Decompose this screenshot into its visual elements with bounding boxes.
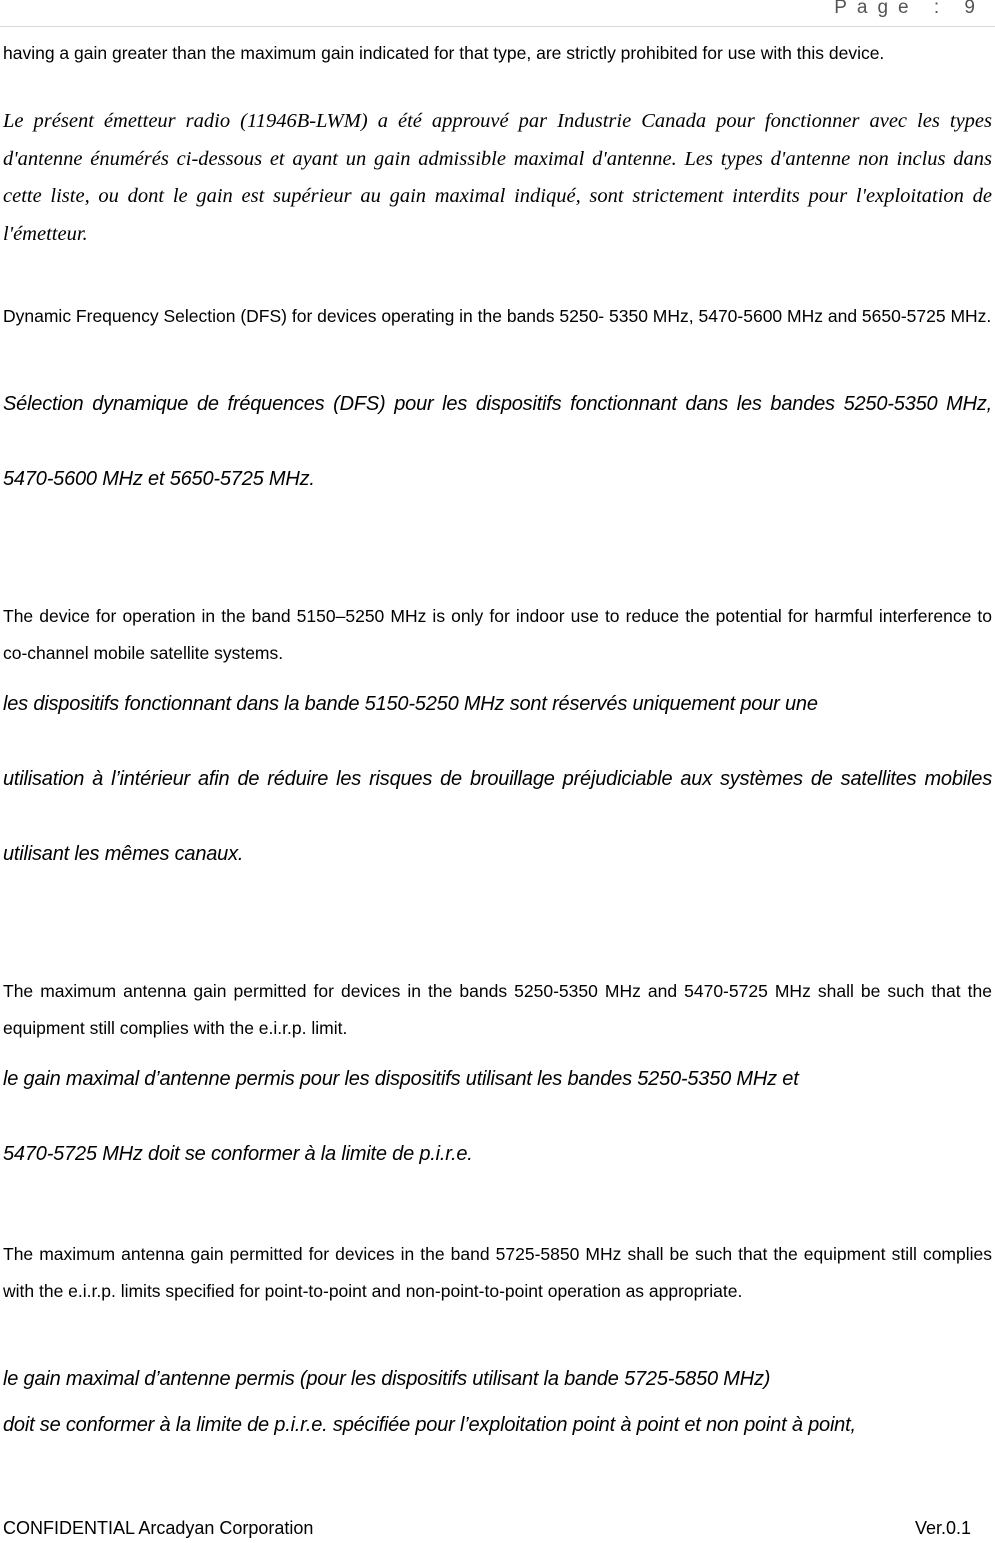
footer-company: CONFIDENTIAL Arcadyan Corporation — [3, 1518, 314, 1538]
paragraph-max-gain-5250-fr-line2: 5470-5725 MHz doit se conformer à la limite de p.i.r.e. — [3, 1143, 473, 1165]
paragraph-max-gain-5725-fr-line2: doit se conformer à la limite de p.i.r.e. spécifiée pour l’exploitation point à point et non point à point, — [3, 1414, 856, 1436]
paragraph-dfs-en: Dynamic Frequency Selection (DFS) for devices operating in the bands 5250- 5350 MHz, 5470-5600 MHz and 5650-5725 MHz. — [3, 306, 992, 326]
paragraph-max-gain-5250-fr-line1: le gain maximal d’antenne permis pour les dispositifs utilisant les bandes 5250-5350 MHz et — [3, 1068, 799, 1090]
paragraph-antenna-gain-en: having a gain greater than the maximum gain indicated for that type, are strictly prohibited for use with this device. — [3, 43, 885, 63]
paragraph-indoor-fr-line2: utilisation à l’intérieur afin de réduire les risques de brouillage préjudiciable aux systèmes de satellites mobiles utilisant les mêmes canaux. — [3, 768, 992, 865]
paragraph-antenna-gain-fr: Le présent émetteur radio (11946B-LWM) a été approuvé par Industrie Canada pour fonctionner avec les types d'antenne énumérés ci-dessous et ayant un gain admissible maximal d'antenne. Les types d'antenne non inclus dans cette liste, ou dont le gain est supérieur au gain maximal indiqué, sont strictement interdits pour l'exploitation de l'émetteur. — [3, 110, 992, 245]
page-number: Page : 9 — [834, 0, 985, 18]
paragraph-max-gain-5250-en: The maximum antenna gain permitted for devices in the bands 5250-5350 MHz and 5470-5725 MHz shall be such that the equipment still complies with the e.i.r.p. limit. — [3, 981, 992, 1038]
page-header — [0, 0, 995, 27]
paragraph-indoor-fr-line1: les dispositifs fonctionnant dans la bande 5150-5250 MHz sont réservés uniquement pour une — [3, 693, 818, 715]
paragraph-max-gain-5725-fr-line1: le gain maximal d’antenne permis (pour les dispositifs utilisant la bande 5725-5850 MHz) — [3, 1368, 771, 1390]
paragraph-dfs-fr: Sélection dynamique de fréquences (DFS) pour les dispositifs fonctionnant dans les bandes 5250-5350 MHz, 5470-5600 MHz et 5650-5725 MHz. — [3, 393, 992, 490]
paragraph-max-gain-5725-en: The maximum antenna gain permitted for devices in the band 5725-5850 MHz shall be such that the equipment still complies with the e.i.r.p. limits specified for point-to-point and non-point-to-point operation as appropriate. — [3, 1244, 992, 1301]
footer-version: Ver.0.1 — [914, 1518, 971, 1538]
paragraph-indoor-en: The device for operation in the band 5150–5250 MHz is only for indoor use to reduce the potential for harmful interference to co-channel mobile satellite systems. — [3, 606, 992, 663]
page-footer — [3, 1518, 971, 1539]
